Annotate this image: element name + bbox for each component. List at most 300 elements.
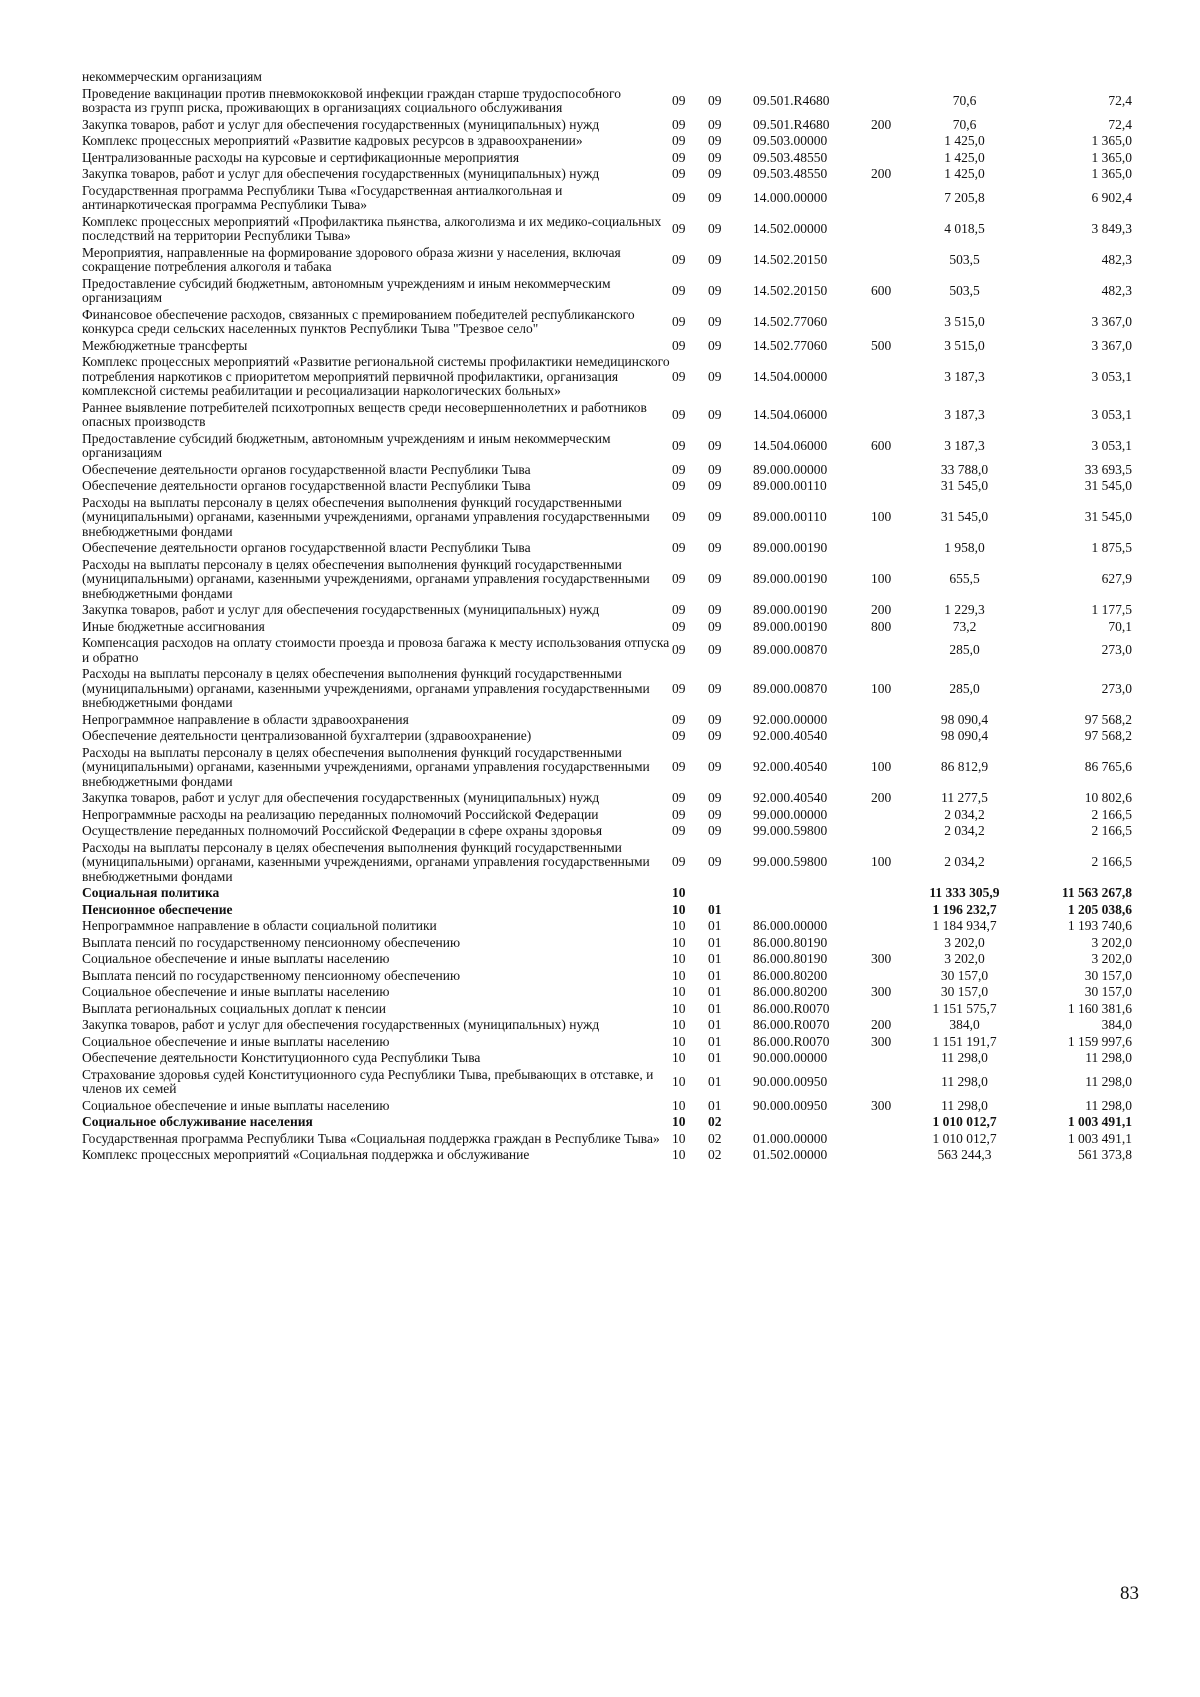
row-name: Выплата пенсий по государственному пенсионному обеспечению [82, 934, 461, 950]
row-section-code: 09 [672, 823, 686, 838]
row-section-code: 10 [672, 984, 686, 999]
row-amount-year-2: 3 367,0 [1091, 337, 1132, 353]
row-expense-type [871, 134, 917, 151]
row-name: Выплата пенсий по государственному пенсионному обеспечению [82, 967, 461, 983]
row-expense-type [871, 1148, 917, 1165]
row-name: Раннее выявление потребителей психотропных веществ среди несовершеннолетних и работников опасных производств [82, 399, 647, 429]
row-subsection-code: 09 [708, 313, 722, 329]
row-amount-year-2: 33 693,5 [1084, 461, 1132, 477]
row-subsection-code: 09 [708, 251, 722, 267]
row-name: Комплекс процессных мероприятий «Социальная поддержка и обслуживание [82, 1147, 530, 1162]
table-row [82, 541, 1132, 558]
row-name: некоммерческим организациям [82, 69, 262, 84]
table-row [82, 985, 1132, 1002]
row-subsection-code: 01 [708, 918, 722, 933]
table-row [82, 463, 1132, 480]
row-amount-year-2 [1012, 70, 1132, 87]
table-row [82, 479, 1132, 496]
row-amount-year-1: 1 196 232,7 [932, 901, 997, 917]
row-subsection-code: 09 [708, 92, 722, 108]
row-expense-type [871, 541, 917, 558]
row-amount-year-1: 285,0 [949, 642, 980, 658]
row-target-article: 14.502.00000 [753, 220, 828, 236]
row-expense-type: 200 [871, 116, 892, 132]
row-expense-type [871, 87, 917, 118]
row-section-code: 09 [672, 618, 686, 634]
row-name: Социальная политика [82, 885, 220, 900]
row-section-code: 09 [672, 406, 686, 422]
row-amount-year-1: 73,2 [952, 618, 977, 634]
row-target-article: 14.502.77060 [753, 313, 828, 329]
row-target-article: 14.504.06000 [753, 437, 828, 453]
row-name: Комплекс процессных мероприятий «Профилактика пьянства, алкоголизма и их медико-социальных последствий на территории Республики Тыва» [82, 213, 662, 243]
row-expense-type: 200 [871, 166, 892, 181]
table-row [82, 1068, 1132, 1099]
row-expense-type: 300 [871, 1033, 892, 1049]
row-section-code: 09 [672, 220, 686, 236]
row-expense-type [871, 636, 917, 667]
row-amount-year-1: 31 545,0 [940, 509, 989, 524]
row-target-article: 09.501.R4680 [753, 92, 830, 108]
row-amount-year-1: 3 515,0 [944, 337, 985, 353]
row-amount-year-1: 3 202,0 [944, 951, 985, 966]
row-section-code: 09 [672, 711, 686, 727]
row-amount-year-2: 1 875,5 [1091, 540, 1132, 555]
row-amount-year-1: 98 090,4 [940, 711, 989, 727]
row-section-code: 09 [672, 461, 686, 477]
row-target-article: 92.000.40540 [753, 728, 828, 743]
row-subsection-code: 01 [708, 967, 722, 983]
row-name: Обеспечение деятельности централизованной бухгалтерии (здравоохранение) [82, 728, 532, 743]
table-row [82, 1051, 1132, 1068]
row-target-article: 14.504.00000 [753, 368, 828, 384]
table-row [82, 355, 1132, 401]
row-name: Закупка товаров, работ и услуг для обеспечения государственных (муниципальных) нужд [82, 166, 600, 181]
row-target-article: 89.000.00870 [753, 680, 828, 696]
row-amount-year-1: 30 157,0 [940, 967, 989, 983]
row-section-code: 10 [672, 934, 686, 950]
row-subsection-code: 09 [708, 461, 722, 477]
row-name: Закупка товаров, работ и услуг для обеспечения государственных (муниципальных) нужд [82, 1017, 600, 1032]
row-target-article [753, 886, 871, 903]
row-target-article [753, 1115, 871, 1132]
row-target-article: 89.000.00190 [753, 571, 828, 586]
row-amount-year-2: 11 298,0 [1085, 1050, 1132, 1065]
row-target-article: 89.000.00190 [753, 602, 828, 617]
row-target-article: 92.000.40540 [753, 790, 828, 805]
row-name: Пенсионное обеспечение [82, 901, 233, 917]
row-subsection-code: 01 [708, 901, 722, 917]
table-row [82, 713, 1132, 730]
row-target-article: 89.000.00870 [753, 642, 828, 658]
row-amount-year-2: 72,4 [1108, 92, 1132, 108]
row-amount-year-1: 2 034,2 [944, 854, 985, 869]
table-row [82, 1002, 1132, 1019]
table-row [82, 936, 1132, 953]
row-amount-year-1: 1 425,0 [944, 133, 985, 148]
row-amount-year-1: 655,5 [949, 571, 980, 586]
row-name: Расходы на выплаты персоналу в целях обеспечения выполнения функций государственными (муниципальными) органами, казенными учреждениями, органами управления государственными внебюджетными фондами [82, 494, 650, 539]
table-row [82, 70, 1132, 87]
row-target-article: 09.503.48550 [753, 149, 828, 165]
row-section-code: 09 [672, 189, 686, 205]
row-amount-year-2: 3 053,1 [1091, 406, 1132, 422]
row-amount-year-1: 503,5 [949, 282, 980, 298]
row-target-article: 86.000.80200 [753, 984, 828, 999]
row-target-article: 86.000.80200 [753, 967, 828, 983]
row-expense-type [871, 401, 917, 432]
row-expense-type [871, 1002, 917, 1019]
row-amount-year-1: 384,0 [949, 1017, 980, 1032]
table-row [82, 841, 1132, 887]
row-expense-type [871, 308, 917, 339]
table-row [82, 215, 1132, 246]
row-amount-year-1: 2 034,2 [944, 823, 985, 838]
row-section-code: 09 [672, 642, 686, 658]
row-name: Социальное обеспечение и иные выплаты населению [82, 951, 390, 966]
row-expense-type: 100 [871, 854, 892, 869]
row-section-code: 10 [672, 1114, 686, 1129]
row-target-article [753, 903, 871, 920]
row-amount-year-2: 1 365,0 [1091, 166, 1132, 181]
row-subsection-code: 09 [708, 509, 722, 524]
row-amount-year-2: 1 365,0 [1091, 149, 1132, 165]
row-amount-year-2: 2 166,5 [1091, 854, 1132, 869]
row-expense-type [871, 1051, 917, 1068]
table-row [82, 729, 1132, 746]
row-subsection-code [708, 70, 753, 87]
row-target-article: 09.501.R4680 [753, 116, 830, 132]
row-expense-type: 500 [871, 337, 892, 353]
row-subsection-code: 01 [708, 934, 722, 950]
row-amount-year-1: 1 184 934,7 [932, 918, 997, 933]
row-amount-year-1: 3 187,3 [944, 437, 985, 453]
row-section-code: 10 [672, 1073, 686, 1089]
row-name: Непрограммное направление в области здравоохранения [82, 711, 409, 727]
row-amount-year-1: 11 333 305,9 [929, 885, 1000, 900]
row-section-code: 09 [672, 806, 686, 822]
row-amount-year-1: 1 425,0 [944, 149, 985, 165]
row-subsection-code: 09 [708, 571, 722, 586]
row-amount-year-2: 561 373,8 [1078, 1147, 1132, 1162]
row-subsection-code: 09 [708, 337, 722, 353]
row-amount-year-1: 33 788,0 [940, 461, 989, 477]
row-name: Межбюджетные трансферты [82, 337, 248, 353]
row-target-article: 92.000.00000 [753, 711, 828, 727]
table-row [82, 1132, 1132, 1149]
row-subsection-code: 09 [708, 478, 722, 493]
row-name: Социальное обеспечение и иные выплаты населению [82, 1097, 390, 1113]
row-amount-year-2: 1 160 381,6 [1067, 1000, 1132, 1016]
row-subsection-code: 01 [708, 951, 722, 966]
row-amount-year-1: 70,6 [952, 92, 977, 108]
row-amount-year-2: 6 902,4 [1091, 189, 1132, 205]
row-amount-year-1: 86 812,9 [940, 759, 989, 774]
row-target-article: 89.000.00000 [753, 461, 828, 477]
row-amount-year-2: 3 053,1 [1091, 368, 1132, 384]
row-amount-year-1 [917, 70, 1012, 87]
row-target-article: 90.000.00950 [753, 1097, 828, 1113]
row-amount-year-1: 7 205,8 [944, 189, 985, 205]
row-name: Расходы на выплаты персоналу в целях обеспечения выполнения функций государственными (муниципальными) органами, казенными учреждениями, органами управления государственными внебюджетными фондами [82, 744, 650, 789]
row-expense-type [871, 151, 917, 168]
row-expense-type [871, 713, 917, 730]
row-subsection-code: 09 [708, 642, 722, 658]
table-row [82, 969, 1132, 986]
table-row [82, 246, 1132, 277]
row-expense-type: 100 [871, 680, 892, 696]
row-subsection-code: 02 [708, 1114, 722, 1129]
row-name: Государственная программа Республики Тыва «Государственная антиалкогольная и антинаркотическая программа Республики Тыва» [82, 182, 563, 212]
row-expense-type: 200 [871, 1017, 892, 1032]
row-subsection-code: 09 [708, 759, 722, 774]
row-name: Расходы на выплаты персоналу в целях обеспечения выполнения функций государственными (муниципальными) органами, казенными учреждениями, органами управления государственными внебюджетными фондами [82, 556, 650, 601]
row-expense-type [871, 479, 917, 496]
table-row [82, 1035, 1132, 1052]
row-expense-type [871, 246, 917, 277]
row-expense-type: 600 [871, 437, 892, 453]
table-row [82, 558, 1132, 604]
row-amount-year-1: 1 151 191,7 [932, 1033, 997, 1049]
row-subsection-code: 09 [708, 166, 722, 181]
table-row [82, 620, 1132, 637]
row-subsection-code: 09 [708, 711, 722, 727]
row-subsection-code: 09 [708, 220, 722, 236]
table-row [82, 167, 1132, 184]
row-amount-year-2: 384,0 [1101, 1017, 1132, 1032]
row-name: Обеспечение деятельности органов государственной власти Республики Тыва [82, 540, 531, 555]
table-row [82, 87, 1132, 118]
row-section-code: 09 [672, 437, 686, 453]
row-amount-year-2: 3 202,0 [1091, 934, 1132, 950]
row-subsection-code: 09 [708, 282, 722, 298]
row-subsection-code: 09 [708, 823, 722, 838]
page-number: 83 [1120, 1583, 1139, 1604]
table-row [82, 118, 1132, 135]
row-amount-year-2: 30 157,0 [1084, 984, 1132, 999]
table-row [82, 401, 1132, 432]
row-name: Обеспечение деятельности органов государственной власти Республики Тыва [82, 461, 531, 477]
row-amount-year-2: 31 545,0 [1084, 478, 1132, 493]
row-name: Предоставление субсидий бюджетным, автономным учреждениям и иным некоммерческим организациям [82, 275, 611, 305]
row-section-code: 10 [672, 1130, 686, 1146]
row-amount-year-2: 1 177,5 [1091, 602, 1132, 617]
row-amount-year-1: 503,5 [949, 251, 980, 267]
row-target-article: 86.000.R0070 [753, 1000, 830, 1016]
row-section-code: 10 [672, 901, 686, 917]
row-subsection-code: 09 [708, 368, 722, 384]
row-subsection-code: 01 [708, 984, 722, 999]
row-amount-year-2: 70,1 [1108, 618, 1132, 634]
row-name: Мероприятия, направленные на формирование здорового образа жизни у населения, включая сокращение потребления алкоголя и табака [82, 244, 621, 274]
row-amount-year-2: 273,0 [1101, 642, 1132, 658]
row-section-code: 09 [672, 759, 686, 774]
row-section-code [672, 70, 708, 87]
row-name: Проведение вакцинации против пневмококковой инфекции граждан старше трудоспособного возраста из групп риска, проживающих в организациях социального обслуживания [82, 85, 621, 115]
row-expense-type [871, 215, 917, 246]
row-subsection-code: 09 [708, 854, 722, 869]
row-expense-type: 100 [871, 509, 892, 524]
table-row [82, 952, 1132, 969]
row-target-article: 14.502.20150 [753, 282, 828, 298]
row-target-article: 86.000.80190 [753, 951, 828, 966]
row-name: Социальное обслуживание населения [82, 1114, 313, 1129]
row-subsection-code: 09 [708, 189, 722, 205]
row-section-code: 10 [672, 918, 686, 933]
row-amount-year-2: 11 298,0 [1085, 1073, 1132, 1089]
row-expense-type: 300 [871, 951, 892, 966]
row-target-article [753, 70, 871, 87]
row-target-article: 14.502.20150 [753, 251, 828, 267]
row-expense-type [871, 969, 917, 986]
row-expense-type: 100 [871, 571, 892, 586]
row-subsection-code: 01 [708, 1017, 722, 1032]
table-row [82, 1148, 1132, 1165]
table-row [82, 496, 1132, 542]
row-subsection-code: 09 [708, 133, 722, 148]
row-target-article: 09.503.48550 [753, 166, 828, 181]
row-target-article: 09.503.00000 [753, 133, 828, 148]
row-amount-year-1: 4 018,5 [944, 220, 985, 236]
row-name: Государственная программа Республики Тыва «Социальная поддержка граждан в Республике Тыва» [82, 1130, 660, 1146]
row-amount-year-1: 563 244,3 [937, 1147, 992, 1162]
row-subsection-code: 01 [708, 1097, 722, 1113]
table-row [82, 903, 1132, 920]
row-subsection-code: 02 [708, 1147, 722, 1162]
row-target-article: 99.000.00000 [753, 806, 828, 822]
row-name: Иные бюджетные ассигнования [82, 618, 265, 634]
row-target-article: 86.000.80190 [753, 934, 828, 950]
row-amount-year-2: 10 802,6 [1084, 790, 1132, 805]
row-subsection-code: 09 [708, 406, 722, 422]
row-amount-year-2: 1 365,0 [1091, 133, 1132, 148]
row-amount-year-1: 1 958,0 [944, 540, 985, 555]
row-amount-year-2: 482,3 [1101, 282, 1132, 298]
row-expense-type [871, 70, 917, 87]
row-expense-type [871, 1068, 917, 1099]
row-amount-year-2: 30 157,0 [1084, 967, 1132, 983]
row-amount-year-2: 11 298,0 [1085, 1097, 1132, 1113]
row-target-article: 86.000.R0070 [753, 1017, 830, 1032]
row-amount-year-2: 273,0 [1101, 680, 1132, 696]
row-amount-year-1: 11 298,0 [941, 1073, 988, 1089]
row-name: Предоставление субсидий бюджетным, автономным учреждениям и иным некоммерческим организациям [82, 430, 611, 460]
row-section-code: 09 [672, 116, 686, 132]
row-name: Обеспечение деятельности органов государственной власти Республики Тыва [82, 478, 531, 493]
row-amount-year-1: 1 229,3 [944, 602, 985, 617]
row-expense-type: 800 [871, 618, 892, 634]
row-amount-year-2: 1 003 491,1 [1067, 1114, 1132, 1129]
row-target-article: 89.000.00110 [753, 509, 827, 524]
table-row [82, 636, 1132, 667]
row-target-article: 14.000.00000 [753, 189, 828, 205]
row-expense-type [871, 903, 917, 920]
row-target-article: 86.000.R0070 [753, 1033, 830, 1049]
row-expense-type [871, 808, 917, 825]
row-amount-year-2: 86 765,6 [1084, 759, 1132, 774]
row-section-code: 09 [672, 92, 686, 108]
table-row [82, 746, 1132, 792]
row-section-code: 09 [672, 509, 686, 524]
table-row [82, 1115, 1132, 1132]
row-expense-type [871, 1132, 917, 1149]
row-target-article: 01.000.00000 [753, 1130, 828, 1146]
row-section-code: 10 [672, 1017, 686, 1032]
row-name: Компенсация расходов на оплату стоимости проезда и провоза багажа к месту использования отпуска и обратно [82, 635, 670, 665]
row-amount-year-1: 11 277,5 [941, 790, 988, 805]
row-target-article: 01.502.00000 [753, 1147, 828, 1162]
row-amount-year-1: 1 010 012,7 [932, 1114, 997, 1129]
row-subsection-code: 09 [708, 806, 722, 822]
row-section-code: 09 [672, 728, 686, 743]
row-amount-year-1: 1 010 012,7 [932, 1130, 997, 1146]
table-row [82, 339, 1132, 356]
row-expense-type [871, 936, 917, 953]
row-section-code: 09 [672, 602, 686, 617]
budget-table-body [82, 70, 1132, 1165]
table-row [82, 308, 1132, 339]
row-name: Социальное обеспечение и иные выплаты населению [82, 984, 390, 999]
row-amount-year-1: 3 515,0 [944, 313, 985, 329]
row-name: Закупка товаров, работ и услуг для обеспечения государственных (муниципальных) нужд [82, 790, 600, 805]
row-target-article: 99.000.59800 [753, 854, 828, 869]
table-row [82, 667, 1132, 713]
row-name: Обеспечение деятельности Конституционного суда Республики Тыва [82, 1050, 481, 1065]
row-name: Непрограммное направление в области социальной политики [82, 918, 437, 933]
row-amount-year-2: 1 193 740,6 [1067, 918, 1132, 933]
row-amount-year-2: 3 202,0 [1091, 951, 1132, 966]
row-amount-year-2: 482,3 [1101, 251, 1132, 267]
row-target-article: 89.000.00190 [753, 618, 828, 634]
row-section-code: 10 [672, 1033, 686, 1049]
row-section-code: 09 [672, 540, 686, 555]
row-section-code: 09 [672, 854, 686, 869]
table-row [82, 603, 1132, 620]
table-row [82, 1099, 1132, 1116]
row-amount-year-1: 70,6 [952, 116, 977, 132]
row-amount-year-1: 31 545,0 [940, 478, 989, 493]
row-section-code: 09 [672, 133, 686, 148]
row-subsection-code: 09 [708, 680, 722, 696]
row-amount-year-2: 627,9 [1101, 571, 1132, 586]
row-section-code: 10 [672, 1147, 686, 1162]
row-expense-type [871, 729, 917, 746]
row-section-code: 09 [672, 571, 686, 586]
row-amount-year-2: 3 053,1 [1091, 437, 1132, 453]
row-section-code: 10 [672, 1050, 686, 1065]
row-target-article: 14.504.06000 [753, 406, 828, 422]
row-amount-year-1: 3 202,0 [944, 934, 985, 950]
row-expense-type: 200 [871, 602, 892, 617]
row-amount-year-2: 3 367,0 [1091, 313, 1132, 329]
row-subsection-code: 09 [708, 618, 722, 634]
row-target-article: 14.502.77060 [753, 337, 828, 353]
table-row [82, 277, 1132, 308]
row-section-code: 09 [672, 149, 686, 165]
row-name: Страхование здоровья судей Конституционного суда Республики Тыва, пребывающих в отставке, и членов их семей [82, 1066, 654, 1096]
table-row [82, 1018, 1132, 1035]
row-expense-type: 300 [871, 1097, 892, 1113]
row-target-article: 89.000.00110 [753, 478, 827, 493]
row-expense-type: 100 [871, 759, 892, 774]
row-expense-type: 300 [871, 984, 892, 999]
row-section-code: 10 [672, 967, 686, 983]
row-expense-type [871, 919, 917, 936]
row-amount-year-1: 1 151 575,7 [932, 1000, 997, 1016]
row-expense-type [871, 463, 917, 480]
row-name: Расходы на выплаты персоналу в целях обеспечения выполнения функций государственными (муниципальными) органами, казенными учреждениями, органами управления государственными внебюджетными фондами [82, 839, 650, 884]
table-row [82, 151, 1132, 168]
